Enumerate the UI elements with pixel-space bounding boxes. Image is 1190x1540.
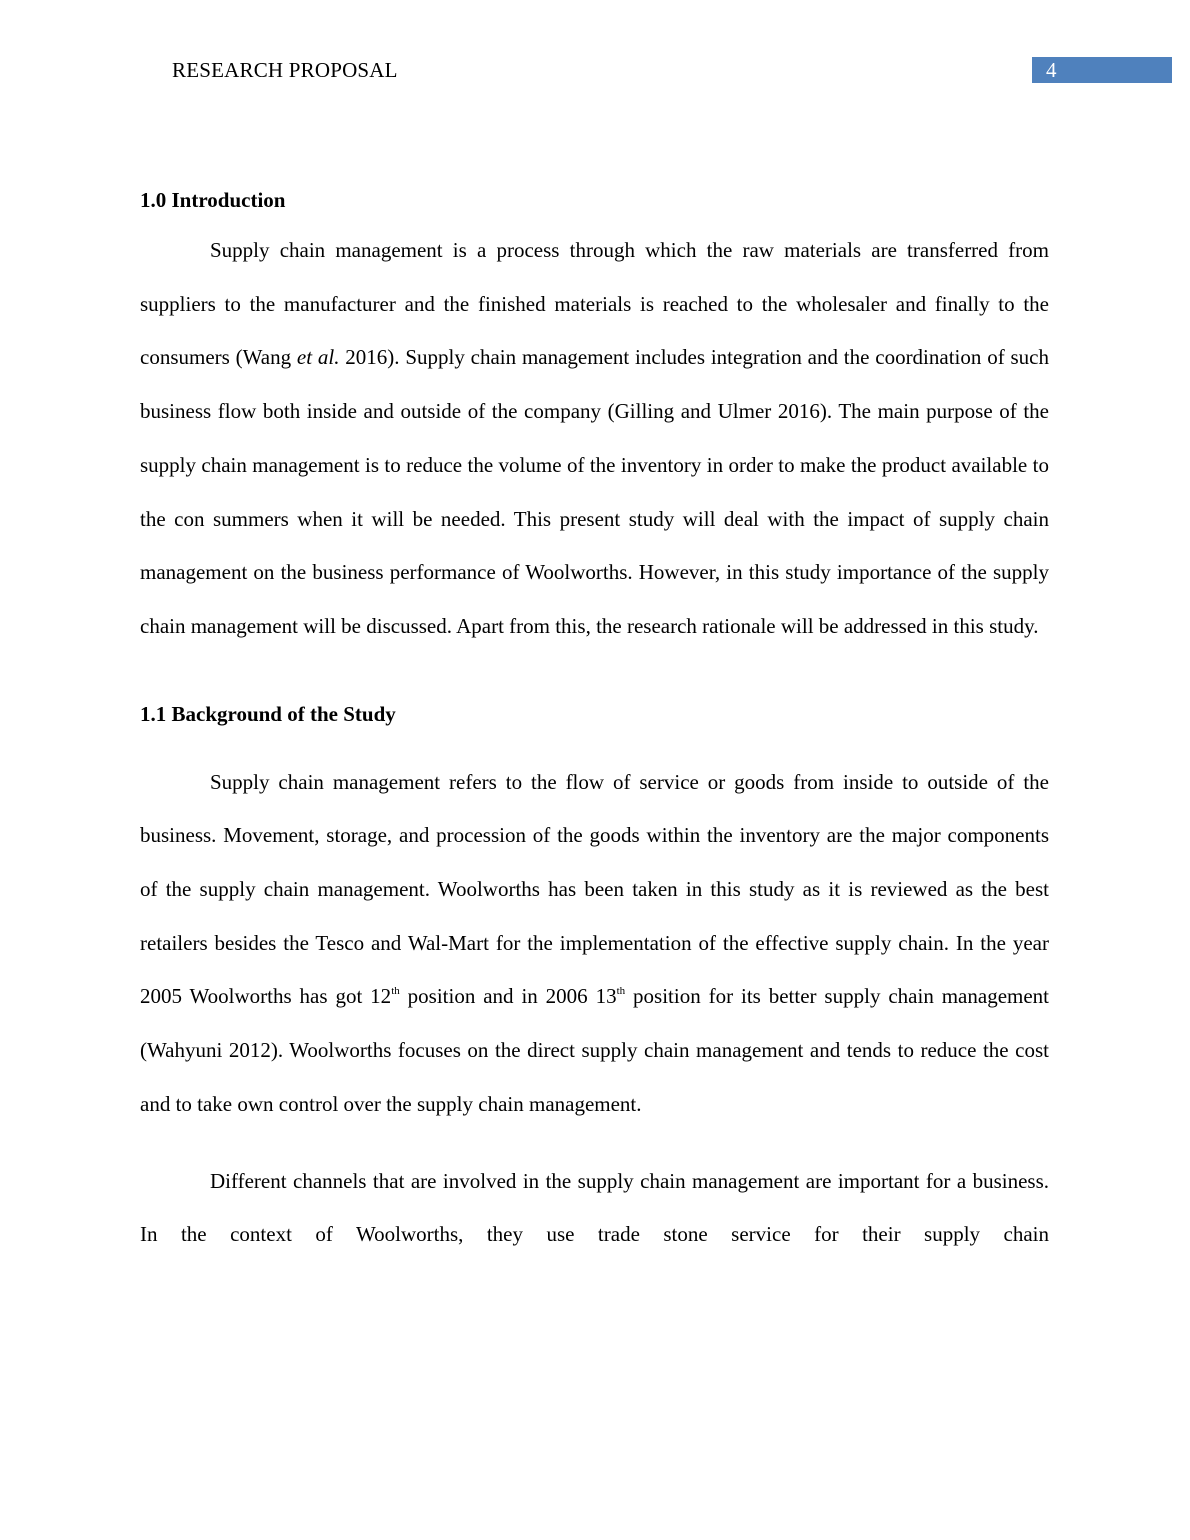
introduction-paragraph <box>140 224 1049 654</box>
superscript-th: th <box>391 985 400 998</box>
background-paragraph-2: Different channels that are involved in the supply chain management are important for a business. In the context of Woolworths, they use trade stone service for their supply chain <box>140 1168 1049 1247</box>
intro-text-part-1: Supply chain management is a process through which the raw materials are transferred from suppliers to the manufacturer and the finished materials is reached to the wholesaler and finally to the consumers (Wang <box>140 238 1049 370</box>
bg-text-part-1: Supply chain management refers to the flow of service or goods from inside to outside of the business. Movement, storage, and procession of the goods within the inventory are the major components of the supply chain management. Woolworths has been taken in this study as it is reviewed as the best retailers besides the Tesco and Wal-Mart for the implementation of the effective supply chain. In the year 2005 Woolworths has got 12 <box>140 769 1049 1009</box>
bg-text-part-3: position for its better supply chain management (Wahyuni 2012). Woolworths focuses on the direct supply chain management and tends to reduce the cost and to take own control over the supply chain management. <box>140 984 1049 1116</box>
document-body <box>140 184 1049 1262</box>
background-paragraph-1 <box>140 756 1049 1132</box>
page-number: 4 <box>1032 57 1172 83</box>
intro-text-part-2: 2016). Supply chain management includes integration and the coordination of such business flow both inside and outside of the company (Gilling and Ulmer 2016). The main purpose of the supply chain management is to reduce the volume of the inventory in order to make the product available to the con summers when it will be needed. This present study will deal with the impact of supply chain management on the business performance of Woolworths. However, in this study importance of the supply chain management will be discussed. Apart from this, the research rationale will be addressed in this study. <box>140 345 1049 638</box>
intro-citation-italic: et al. <box>296 345 340 370</box>
bg-text-part-2: position and in 2006 13 <box>399 984 617 1009</box>
section-heading-introduction: 1.0 Introduction <box>140 188 286 212</box>
superscript-th: th <box>616 985 626 998</box>
section-heading-background: 1.1 Background of the Study <box>140 701 396 726</box>
running-head: RESEARCH PROPOSAL <box>172 58 398 82</box>
